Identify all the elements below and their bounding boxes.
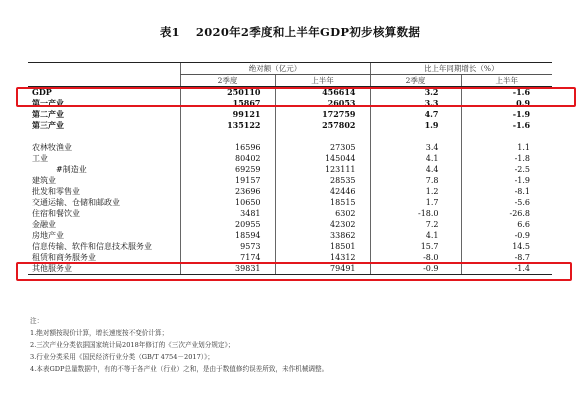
table-row-transport: [28, 197, 552, 208]
cell-h1-growth: 1.1: [461, 142, 552, 153]
cell-q2-abs: 69259: [180, 164, 275, 175]
cell-h1-abs: 6302: [275, 208, 370, 219]
cell-q2-growth: 1.2: [370, 186, 461, 197]
row-label: 金融业: [32, 220, 56, 229]
cell-q2-growth: 7.2: [370, 219, 461, 230]
cell-q2-growth: 4.1: [370, 230, 461, 241]
cell-h1-growth: -8.1: [461, 186, 552, 197]
cell-q2-abs: 16596: [180, 142, 275, 153]
header-absolute: 绝对额（亿元）: [180, 63, 370, 75]
cell-h1-growth: -26.8: [461, 208, 552, 219]
cell-h1-abs: 33862: [275, 230, 370, 241]
row-label: 其他服务业: [28, 263, 180, 275]
cell-h1-abs: 18501: [275, 241, 370, 252]
row-label: 农林牧渔业: [32, 143, 72, 152]
table-caption: 2020年2季度和上半年GDP初步核算数据: [195, 25, 421, 39]
row-label: 批发和零售业: [32, 187, 80, 196]
header-growth: 比上年同期增长（%）: [370, 63, 552, 75]
cell-h1-abs: 42446: [275, 186, 370, 197]
cell-h1-abs: 18515: [275, 197, 370, 208]
cell-h1-abs: 456614: [275, 87, 370, 99]
cell-q2-abs: 3481: [180, 208, 275, 219]
table-row-agri: [28, 142, 552, 153]
row-label: 租赁和商务服务业: [32, 253, 96, 262]
table-row-leasing: [28, 252, 552, 263]
cell-q2-growth: 4.1: [370, 153, 461, 164]
table-row-secondary: [28, 109, 552, 120]
cell-h1-abs: 26053: [275, 98, 370, 109]
table-row-wholesale: [28, 186, 552, 197]
cell-q2-abs: 135122: [180, 120, 275, 131]
header-blank: [28, 75, 180, 87]
cell-h1-growth: -1.6: [461, 87, 552, 99]
cell-q2-abs: 250110: [180, 87, 275, 99]
cell-q2-growth: 15.7: [370, 241, 461, 252]
cell-q2-abs: 10650: [180, 197, 275, 208]
cell-h1-growth: -0.9: [461, 230, 552, 241]
table-row-primary: [28, 98, 552, 109]
cell-q2-abs: 80402: [180, 153, 275, 164]
row-label: 信息传输、软件和信息技术服务业: [32, 242, 152, 251]
header-q2-abs: 2季度: [180, 75, 275, 87]
note-item: 3.行业分类采用《国民经济行业分类（GB/T 4754－2017）》；: [30, 353, 214, 361]
table-row-finance: [28, 219, 552, 230]
cell-h1-abs: 257802: [275, 120, 370, 131]
cell-h1-abs: 79491: [275, 263, 370, 275]
row-label: 第一产业: [32, 98, 64, 108]
cell-h1-growth: -8.7: [461, 252, 552, 263]
cell-q2-abs: 39831: [180, 263, 275, 275]
row-label: 工业: [32, 154, 48, 163]
cell-h1-abs: 123111: [275, 164, 370, 175]
cell-h1-abs: 42302: [275, 219, 370, 230]
cell-q2-growth: 1.9: [370, 120, 461, 131]
row-label: #制造业: [56, 165, 87, 174]
cell-q2-abs: 18594: [180, 230, 275, 241]
row-label: 住宿和餐饮业: [32, 209, 80, 218]
table-row-gdp: [28, 87, 552, 99]
table-title: [0, 24, 580, 40]
cell-h1-abs: 145044: [275, 153, 370, 164]
cell-h1-growth: 6.6: [461, 219, 552, 230]
header-row-groups: [28, 63, 552, 75]
cell-h1-growth: -1.4: [461, 263, 552, 275]
cell-h1-abs: 172759: [275, 109, 370, 120]
cell-q2-growth: 1.7: [370, 197, 461, 208]
cell-h1-growth: -2.5: [461, 164, 552, 175]
cell-q2-abs: 15867: [180, 98, 275, 109]
table-row-industry: [28, 153, 552, 164]
cell-q2-growth: -8.0: [370, 252, 461, 263]
table-number: 表1: [159, 25, 180, 39]
table-row-hotel: [28, 208, 552, 219]
cell-h1-growth: -5.6: [461, 197, 552, 208]
header-h1-growth: 上半年: [461, 75, 552, 87]
cell-h1-abs: 14312: [275, 252, 370, 263]
cell-q2-growth: 3.2: [370, 87, 461, 99]
table-row-manufacturing: [28, 164, 552, 175]
table-row-tertiary: [28, 120, 552, 131]
cell-q2-abs: 19157: [180, 175, 275, 186]
cell-h1-abs: 28535: [275, 175, 370, 186]
table-row-construction: [28, 175, 552, 186]
cell-q2-growth: 4.7: [370, 109, 461, 120]
cell-q2-abs: 99121: [180, 109, 275, 120]
table-row-other: [28, 263, 552, 275]
cell-q2-abs: 7174: [180, 252, 275, 263]
cell-q2-abs: 23696: [180, 186, 275, 197]
cell-q2-growth: 3.4: [370, 142, 461, 153]
cell-h1-growth: 14.5: [461, 241, 552, 252]
row-label: 建筑业: [32, 176, 56, 185]
cell-h1-growth: -1.9: [461, 175, 552, 186]
table-spacer: [28, 131, 552, 142]
header-row-periods: [28, 75, 552, 87]
cell-h1-growth: 0.9: [461, 98, 552, 109]
gdp-table: [28, 62, 552, 275]
note-item: 2.三次产业分类依据国家统计局2018年修订的《三次产业划分规定》；: [30, 341, 235, 349]
cell-q2-growth: 4.4: [370, 164, 461, 175]
cell-q2-growth: 3.3: [370, 98, 461, 109]
row-label: 第三产业: [32, 120, 64, 130]
header-q2-growth: 2季度: [370, 75, 461, 87]
table-row-it: [28, 241, 552, 252]
cell-q2-growth: 7.8: [370, 175, 461, 186]
cell-q2-abs: 20955: [180, 219, 275, 230]
header-blank: [28, 63, 180, 75]
row-label: GDP: [32, 87, 52, 97]
notes-heading: 注：: [30, 317, 44, 325]
cell-q2-abs: 9573: [180, 241, 275, 252]
cell-q2-growth: -18.0: [370, 208, 461, 219]
row-label: 交通运输、仓储和邮政业: [32, 198, 120, 207]
table-row-realestate: [28, 230, 552, 241]
cell-q2-growth: -0.9: [370, 263, 461, 275]
note-item: 4.本表GDP总量数据中，有的不等于各产业（行业）之和，是由于数值修约误差所致，未作机械调整。: [30, 365, 329, 373]
cell-h1-growth: -1.9: [461, 109, 552, 120]
cell-h1-growth: -1.6: [461, 120, 552, 131]
cell-h1-abs: 27305: [275, 142, 370, 153]
row-label: 第二产业: [32, 109, 64, 119]
row-label: 房地产业: [32, 231, 64, 240]
note-item: 1.绝对额按现价计算，增长速度按不变价计算；: [30, 329, 169, 337]
header-h1-abs: 上半年: [275, 75, 370, 87]
table-notes: [30, 315, 560, 375]
cell-h1-growth: -1.8: [461, 153, 552, 164]
